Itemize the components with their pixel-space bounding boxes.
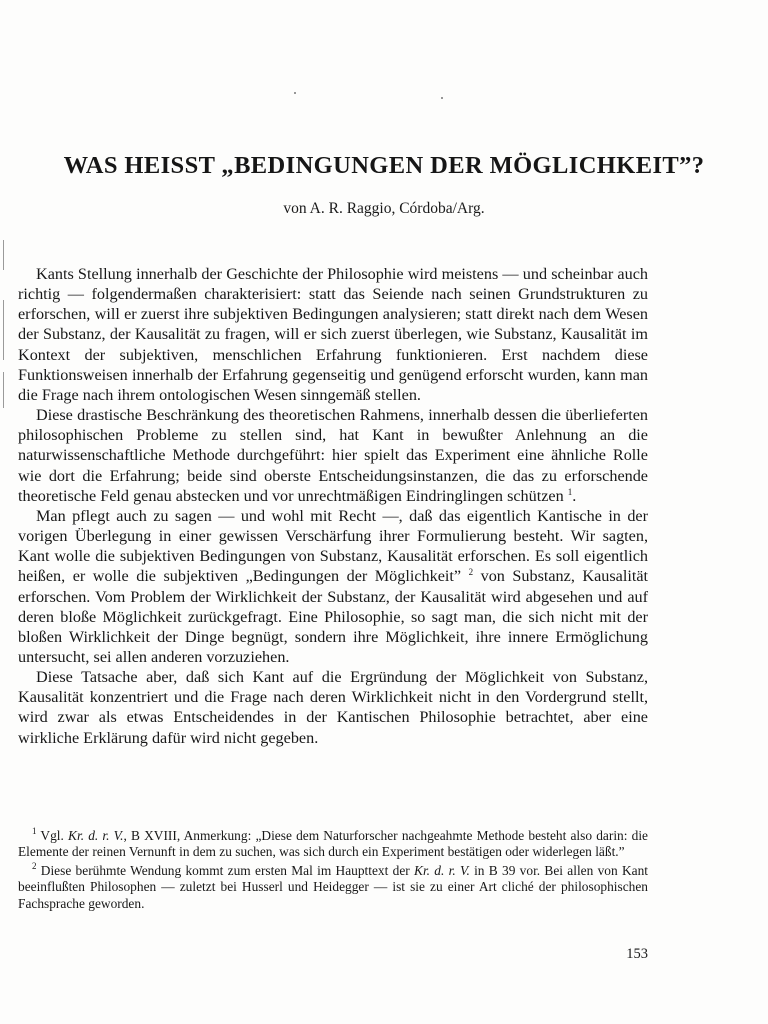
scan-edge-mark (3, 300, 4, 360)
footnote-2-text-a: Diese berühmte Wendung kommt zum ersten Mal im Haupttext der (36, 862, 415, 878)
footnote-1-text-a: Vgl. (36, 828, 69, 843)
footnote-2-work-title: Kr. d. r. V. (414, 862, 470, 878)
scan-edge-mark (3, 240, 4, 270)
article-title: WAS HEISST „BEDINGUNGEN DER MÖGLICHKEIT”? (63, 152, 705, 179)
paragraph-2 (18, 405, 648, 506)
scan-speck (294, 92, 296, 94)
paragraph-2-text: Diese drastische Beschränkung des theoretischen Rahmens, innerhalb dessen die überlieferten philosophischen Probleme zu stellen sind, hat Kant in bewußter Anlehnung an die naturwissenschaftliche Methode durchgeführt: hier spielt das Experiment eine ähnliche Rolle wie dort die Erfahrung; beide sind oberste Entscheidungsinstanzen, die das zu erforschende theoretische Feld genau abstecken und vor unrechtmäßigen Eindringlingen schützen (18, 406, 648, 505)
paragraph-2-end: . (572, 486, 577, 505)
paragraph-1: Kants Stellung innerhalb der Geschichte der Philosophie wird meistens — und scheinbar auch richtig — folgendermaßen charakterisiert: statt das Seiende nach seinen Grundstrukturen zu erforschen, will er zuerst ihre subjektiven Bedingungen analysieren; statt direkt nach dem Wesen der Substanz, der Kausalität zu fragen, will er sich zuerst überlegen, wie Substanz, Kausalität im Kontext der subjektiven, menschlichen Erfahrung funktionieren. Erst nachdem diese Funktionsweisen innerhalb der Erfahrung gegenseitig und genügend erforscht wurden, kann man die Frage nach ihrem ontologischen Wesen sinngemäß stellen. (18, 265, 648, 404)
footnote-2-mark: 2 (32, 860, 37, 871)
scan-edge-mark (3, 372, 4, 408)
footnote-1-mark: 1 (32, 826, 37, 836)
paragraph-3-text-a: Man pflegt auch zu sagen — und wohl mit Recht —, daß das eigentlich Kantische in der vorigen Überlegung in einer gewissen Verschärfung ihrer Formulierung besteht. Wir sagten, Kant wolle die subjektiven Bedingungen von Substanz, Kausalität erforschen. Es soll eigentlich heißen, er wolle die subjektiven „Bedingungen der Möglichkeit” (18, 506, 648, 586)
scan-speck (441, 97, 443, 99)
footnote-2-text-b: in B 39 vor. Bei allen von Kant beeinflußten Philosophen — zuletzt bei Husserl und Heidegger — ist sie zu einer Art cliché der philosophischen Fachsprache geworden. (18, 862, 649, 911)
footnote-1-text-b: , B XVIII, Anmerkung: „Diese dem Naturforscher nachgeahmte Methode besteht also darin: die Elemente der reinen Vernunft in dem zu suchen, was sich durch ein Experiment bestätigen oder widerlegen läßt.” (18, 828, 648, 860)
footnote-ref-1: 1 (567, 486, 573, 497)
footnote-ref-2: 2 (468, 567, 474, 578)
footnote-1-work-title: Kr. d. r. V. (68, 828, 124, 843)
paragraph-3 (18, 506, 648, 667)
article-author: von A. R. Raggio, Córdoba/Arg. (283, 200, 485, 217)
footnotes (18, 828, 648, 912)
paragraph-3-text-b: von Substanz, Kausalität erforschen. Vom Problem der Wirklichkeit der Substanz, der Kausalität wird abgesehen und auf deren bloße Möglichkeit zurückgefragt. Eine Philosophie, so sagt man, die sich nicht mit der bloßen Wirklichkeit der Dinge begnügt, sondern ihre Möglichkeit, ihre innere Ermöglichung untersucht, sei allen anderen vorzuziehen. (18, 567, 649, 666)
footnote-2 (18, 860, 649, 912)
paragraph-4: Diese Tatsache aber, daß sich Kant auf die Ergründung der Möglichkeit von Substanz, Kausalität konzentriert und die Frage nach deren Wirklichkeit nicht in den Vordergrund stellt, wird zwar als etwas Entscheidendes in der Kantischen Philosophie betrachtet, aber eine wirkliche Erklärung dafür wird nicht gegeben. (18, 668, 648, 747)
page-number: 153 (626, 946, 648, 962)
body-text (18, 264, 648, 748)
footnote-1 (18, 828, 648, 861)
